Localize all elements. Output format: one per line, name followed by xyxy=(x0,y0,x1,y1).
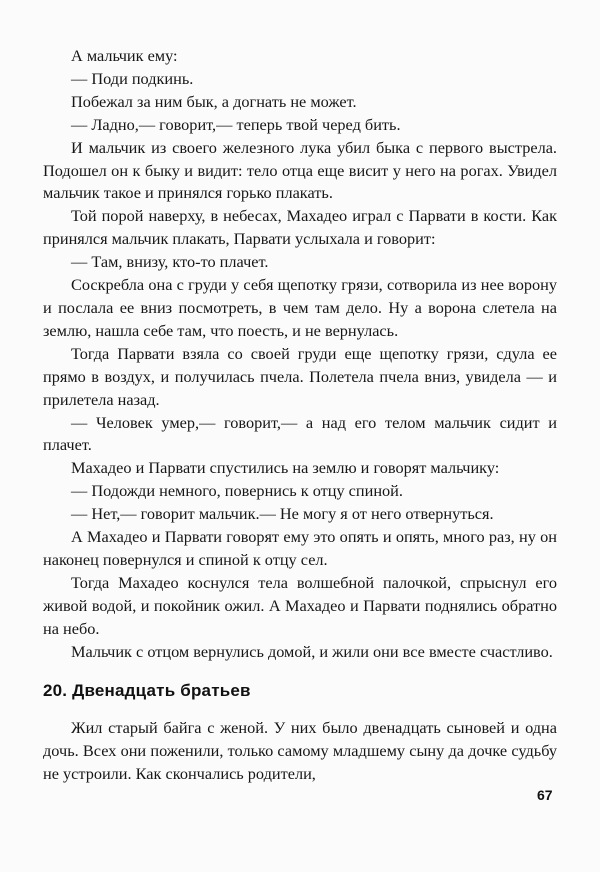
paragraph: Тогда Парвати взяла со своей груди еще щепотку грязи, сдула ее прямо в воздух, и получилась пчела. Полетела пчела вниз, увидела — и прилетела назад. xyxy=(43,343,557,409)
paragraph: А Махадео и Парвати говорят ему это опять и опять, много раз, ну он наконец повернулся и спиной к отцу сел. xyxy=(43,527,557,569)
paragraph: Побежал за ним бык, а догнать не может. xyxy=(71,91,357,111)
chapter-text xyxy=(43,717,557,786)
chapter-heading: 20. Двенадцать братьев xyxy=(43,681,251,700)
paragraph: Жил старый байга с женой. У них было двенадцать сыновей и одна дочь. Всех они поженили, только самому младшему сыну да дочке судьбу не устроили. Как скончались родители, xyxy=(43,718,557,783)
paragraph: Той порой наверху, в небесах, Махадео играл с Парвати в кости. Как принялся мальчик плакать, Парвати услыхала и говорит: xyxy=(43,206,557,249)
paragraph: — Поди подкинь. xyxy=(71,68,194,88)
paragraph: Соскребла она с груди у себя щепотку грязи, сотворила из нее ворону и послала ее вниз посмотреть, в чем там дело. Ну а ворона слетела на землю, нашла себе там, что поесть, и не вернулась. xyxy=(43,275,557,340)
story-end-text xyxy=(43,45,557,663)
paragraph: Махадео и Парвати спустились на землю и говорят мальчику: xyxy=(71,458,500,478)
paragraph: Тогда Махадео коснулся тела волшебной палочкой, спрыснул его живой водой, и покойник ожил. А Махадео и Парвати поднялись обратно на небо. xyxy=(43,572,557,638)
paragraph: И мальчик из своего железного лука убил быка с первого выстрела. Подошел он к быку и видит: тело отца еще висит у него на рогах. Увидел мальчик такое и принялся горько плакать. xyxy=(43,137,557,203)
paragraph: — Нет,— говорит мальчик.— Не могу я от него отвернуться. xyxy=(71,504,494,524)
paragraph: Мальчик с отцом вернулись домой, и жили они все вместе счастливо. xyxy=(71,641,553,661)
paragraph: — Человек умер,— говорит,— а над его телом мальчик сидит и плачет. xyxy=(43,412,557,455)
paragraph: — Подожди немного, повернись к отцу спиной. xyxy=(71,481,403,501)
paragraph: — Ладно,— говорит,— теперь твой черед бить. xyxy=(71,114,401,134)
page-number: 67 xyxy=(537,787,553,803)
paragraph: — Там, внизу, кто-то плачет. xyxy=(71,252,269,272)
paragraph: А мальчик ему: xyxy=(71,46,178,65)
